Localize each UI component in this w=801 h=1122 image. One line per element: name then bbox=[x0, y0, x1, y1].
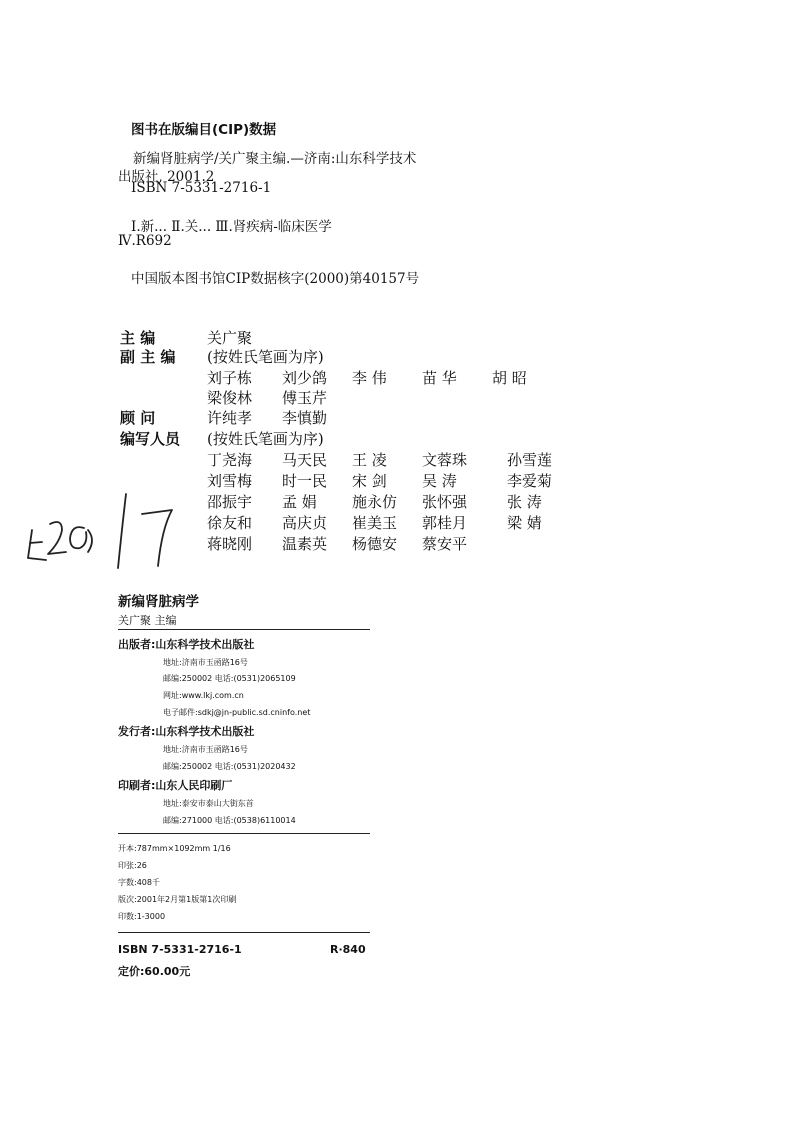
chief-editor-label: 主 编 bbox=[120, 329, 156, 347]
cip-isbn: ISBN 7-5331-2716-1 bbox=[131, 180, 272, 196]
format-spec: 开本:787mm×1092mm 1/16 bbox=[118, 844, 231, 853]
cip-class-2: Ⅳ.R692 bbox=[118, 233, 172, 249]
publisher-email: 电子邮件:sdkj@jn-public.sd.cninfo.net bbox=[163, 708, 311, 717]
divider-bottom bbox=[118, 932, 370, 933]
printer-postcode: 邮编:271000 电话:(0538)6110014 bbox=[163, 816, 296, 825]
print-run: 印数:1-3000 bbox=[118, 912, 166, 921]
cip-line-2: 出版社, 2001.2 bbox=[118, 169, 215, 185]
price: 定价:60.00元 bbox=[118, 965, 191, 978]
cip-record-number: 中国版本图书馆CIP数据核字(2000)第40157号 bbox=[131, 271, 420, 287]
publisher-address: 地址:济南市玉函路16号 bbox=[163, 658, 248, 667]
distributor-postcode: 邮编:250002 电话:(0531)2020432 bbox=[163, 762, 296, 771]
divider-top bbox=[118, 629, 370, 630]
publisher-postcode: 邮编:250002 电话:(0531)2065109 bbox=[163, 674, 296, 683]
edition-info: 版次:2001年2月第1版第1次印刷 bbox=[118, 895, 237, 904]
printer-line: 印刷者:山东人民印刷厂 bbox=[118, 779, 233, 792]
sheet-count: 印张:26 bbox=[118, 861, 147, 870]
editors-label: 编写人员 bbox=[120, 430, 181, 448]
divider-middle bbox=[118, 833, 370, 834]
cip-heading: 图书在版编目(CIP)数据 bbox=[131, 122, 277, 138]
colophon-isbn: ISBN 7-5331-2716-1 bbox=[118, 943, 242, 956]
word-count: 字数:408千 bbox=[118, 878, 160, 887]
class-code: R·840 bbox=[330, 943, 366, 956]
cip-line-1: 新编肾脏病学/关广聚主编.—济南:山东科学技术 bbox=[133, 151, 417, 167]
publisher-line: 出版者:山东科学技术出版社 bbox=[118, 638, 255, 651]
advisor-label: 顾 问 bbox=[120, 409, 156, 427]
book-title: 新编肾脏病学 bbox=[118, 594, 199, 610]
handwritten-mark bbox=[22, 488, 182, 578]
publisher-website: 网址:www.lkj.com.cn bbox=[163, 691, 244, 700]
deputy-editor-label: 副 主 编 bbox=[120, 348, 176, 366]
cip-class-1: Ⅰ.新... Ⅱ.关... Ⅲ.肾疾病-临床医学 bbox=[131, 219, 332, 235]
distributor-line: 发行者:山东科学技术出版社 bbox=[118, 725, 255, 738]
printer-address: 地址:泰安市泰山大街东首 bbox=[163, 799, 254, 808]
distributor-address: 地址:济南市玉函路16号 bbox=[163, 745, 248, 754]
book-editor: 关广聚 主编 bbox=[118, 614, 177, 627]
